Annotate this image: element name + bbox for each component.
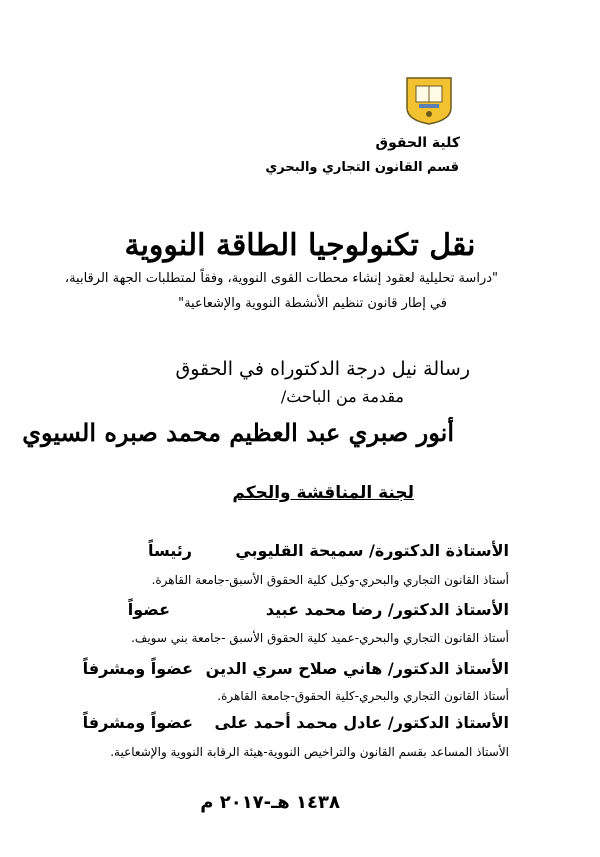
researcher-name: أنور صبري عبد العظيم محمد صبره السيوي <box>22 418 454 447</box>
subtitle-line-2: في إطار قانون تنظيم الأنشطة النووية والإشعاعية" <box>178 296 447 311</box>
committee-member-name: الأستاذة الدكتورة/ سميحة القليوبي <box>235 541 509 560</box>
committee-member-description: الأستاذ المساعد بقسم القانون والتراخيص النووية-هيئة الرقابة النووية والإشعاعية. <box>110 745 509 759</box>
committee-member-name: الأستاذ الدكتور/ رضا محمد عبيد <box>265 600 509 619</box>
committee-member-role: رئيساً <box>147 541 192 560</box>
committee-member-name: الأستاذ الدكتور/ عادل محمد أحمد على <box>214 713 509 732</box>
committee-member-description: أستاذ القانون التجاري والبحري-وكيل كلية الحقوق الأسبق-جامعة القاهرة. <box>151 573 509 587</box>
presented-by-label: مقدمة من الباحث/ <box>280 387 404 406</box>
committee-heading: لجنة المناقشة والحكم <box>232 483 414 503</box>
committee-member-role: عضواً ومشرفاً <box>82 659 193 678</box>
committee-member-description: أستاذ القانون التجاري والبحري-كلية الحقوق-جامعة القاهرة. <box>217 689 509 703</box>
degree-statement: رسالة نيل درجة الدكتوراه في الحقوق <box>175 358 470 380</box>
committee-member-description: أستاذ القانون التجاري والبحري-عميد كلية الحقوق الأسبق -جامعة بني سويف. <box>131 631 509 645</box>
committee-member-role: عضواً ومشرفاً <box>82 713 193 732</box>
college-name: كلية الحقوق <box>375 135 460 151</box>
submission-date: ١٤٣٨ هـ-٢٠١٧ م <box>200 792 340 813</box>
department-name: قسم القانون التجاري والبحري <box>265 160 459 175</box>
university-crest-icon <box>403 76 455 126</box>
committee-member-name: الأستاذ الدكتور/ هاني صلاح سري الدين <box>205 659 509 678</box>
thesis-title: نقل تكنولوجيا الطاقة النووية <box>124 228 476 263</box>
subtitle-line-1: "دراسة تحليلية لعقود إنشاء محطات القوى النووية، وفقاً لمتطلبات الجهة الرقابية، <box>64 271 498 286</box>
committee-member-role: عضواً <box>127 600 170 619</box>
